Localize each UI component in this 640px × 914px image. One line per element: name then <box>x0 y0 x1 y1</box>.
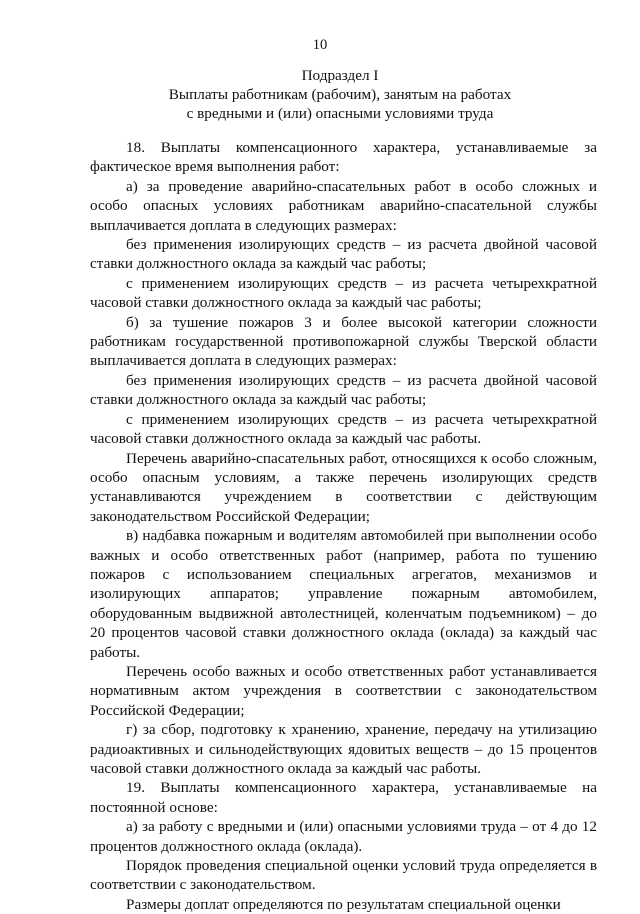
paragraph-18a-with-means: с применением изолирующих средств – из расчета четырехкратной часовой ставки должностного оклада за каждый час работы; <box>90 274 597 312</box>
paragraph-18b: б) за тушение пожаров 3 и более высокой категории сложности работникам государственной противопожарной службы Тверской области выплачивается доплата в следующих размерах: <box>90 313 597 370</box>
paragraph-18b-without-means: без применения изолирующих средств – из расчета двойной часовой ставки должностного оклада за каждый час работы; <box>90 371 597 409</box>
paragraph-payment-sizes: Размеры доплат определяются по результатам специальной оценки <box>126 895 561 913</box>
paragraph-19a: а) за работу с вредными и (или) опасными условиями труда – от 4 до 12 процентов должностного оклада (оклада). <box>90 818 597 855</box>
paragraph-18-intro: 18. Выплаты компенсационного характера, устанавливаемые за фактическое время выполнения работ: <box>90 139 597 176</box>
paragraph-18g: г) за сбор, подготовку к хранению, хранение, передачу на утилизацию радиоактивных и сильнодействующих ядовитых веществ – до 15 процентов часовой ставки должностного оклада за каждый час работы. <box>90 721 597 777</box>
document-body <box>90 138 597 914</box>
heading-line-title: Выплаты работникам (рабочим), занятым на работах <box>168 86 512 103</box>
paragraph-rescue-works-list: Перечень аварийно-спасательных работ, относящихся к особо сложным, особо опасным условиям, а также перечень изолирующих средств устанавливаются учреждением в соответствии с действующим законодательством Российской Федерации; <box>90 449 597 525</box>
paragraph-18b-with-means: с применением изолирующих средств – из расчета четырехкратной часовой ставки должностного оклада за каждый час работы. <box>90 410 597 448</box>
paragraph-18a-without-means: без применения изолирующих средств – из расчета двойной часовой ставки должностного оклада за каждый час работы; <box>90 236 597 273</box>
paragraph-18a: а) за проведение аварийно-спасательных работ в особо сложных и особо опасных условиях работникам аварийно-спасательной службы выплачивается доплата в следующих размерах: <box>90 177 597 234</box>
section-heading <box>90 66 590 123</box>
heading-line-subsection: Подраздел I <box>301 67 379 84</box>
heading-line-subtitle: с вредными и (или) опасными условиями труда <box>186 105 494 122</box>
page-number: 10 <box>312 37 328 53</box>
paragraph-18v: в) надбавка пожарным и водителям автомобилей при выполнении особо важных и особо ответственных работ (например, работа по тушению пожаров с использованием специальных агрегатов, механизмов и изолирующих аппаратов; управление пожарным автомобилем, оборудованным выдвижной автолестницей, коленчатым подъемником) – до 20 процентов часовой ставки должностного оклада (оклада) за каждый час работы. <box>90 527 597 661</box>
paragraph-important-works-list: Перечень особо важных и особо ответственных работ устанавливается нормативным актом учреждения в соответствии с законодательством Российской Федерации; <box>90 662 597 719</box>
paragraph-assessment-procedure: Порядок проведения специальной оценки условий труда определяется в соответствии с законодательством. <box>90 857 597 894</box>
paragraph-19-intro: 19. Выплаты компенсационного характера, устанавливаемые на постоянной основе: <box>90 779 597 816</box>
